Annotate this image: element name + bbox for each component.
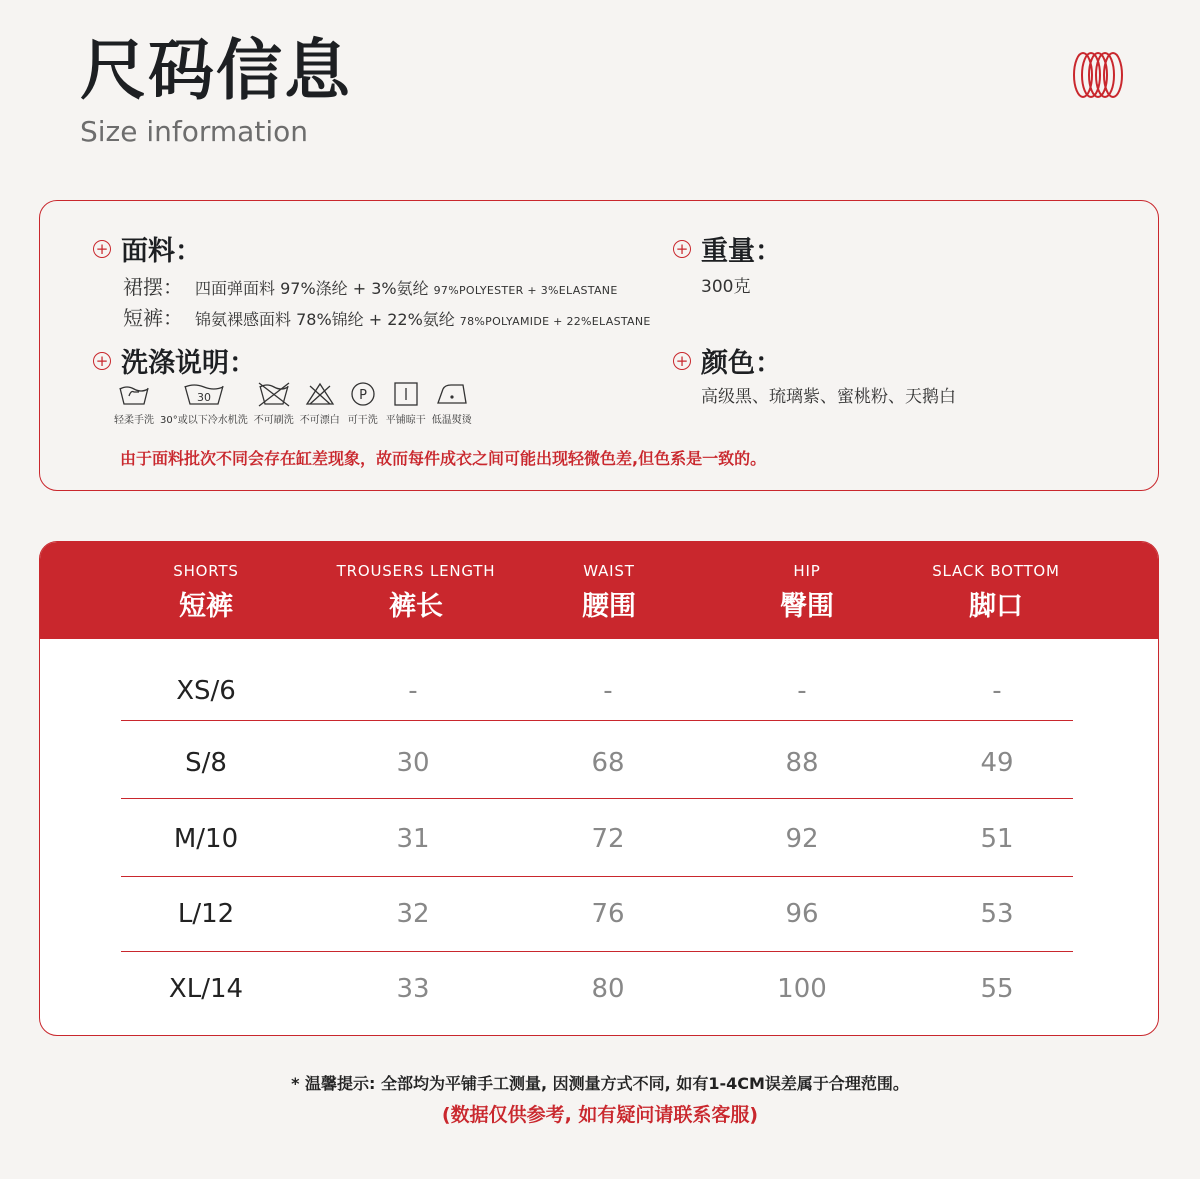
wash-label: 轻柔手洗 bbox=[114, 415, 154, 426]
wash-item bbox=[300, 380, 340, 426]
header-en: SHORTS bbox=[173, 562, 239, 580]
header-slack-bottom bbox=[886, 562, 1106, 623]
dry-clean-p-icon bbox=[346, 380, 380, 408]
size-cell: S/8 bbox=[185, 747, 227, 778]
length-cell: 30 bbox=[396, 747, 430, 778]
page-title: 尺码信息 bbox=[80, 32, 352, 109]
wash-heading bbox=[93, 341, 256, 380]
hip-cell: 96 bbox=[785, 898, 819, 929]
header-cn: 裤长 bbox=[389, 591, 443, 622]
header-waist bbox=[499, 562, 719, 623]
size-table bbox=[39, 541, 1159, 1036]
table-row bbox=[40, 724, 1158, 801]
header-en: TROUSERS LENGTH bbox=[336, 562, 496, 580]
size-cell: XL/14 bbox=[168, 973, 244, 1004]
page-subtitle: Size information bbox=[80, 115, 308, 148]
wash-label: 30°或以下冷水机洗 bbox=[160, 415, 248, 426]
fabric-composition: 锦氨裸感面料 78%锦纶 + 22%氨纶 bbox=[195, 310, 455, 329]
size-cell: M/10 bbox=[173, 823, 239, 854]
wash-temp-mark: 30 bbox=[196, 391, 211, 404]
table-row bbox=[40, 950, 1158, 1027]
slack-bottom-cell: 51 bbox=[980, 823, 1014, 854]
hip-cell: 100 bbox=[777, 973, 827, 1004]
wash-label: 平铺晾干 bbox=[385, 415, 426, 426]
fabric-row-shorts bbox=[123, 302, 651, 331]
length-cell: 32 bbox=[396, 898, 430, 929]
size-cell: XS/6 bbox=[176, 675, 236, 706]
wash-item bbox=[114, 380, 154, 426]
waist-cell: 76 bbox=[591, 898, 625, 929]
waist-cell: 80 bbox=[591, 973, 625, 1004]
plus-icon: + bbox=[673, 240, 691, 258]
wash-label: 不可漂白 bbox=[299, 415, 340, 426]
fabric-label: 裙摆： bbox=[123, 275, 183, 299]
hip-cell: 92 bbox=[785, 823, 819, 854]
no-bleach-icon bbox=[303, 380, 337, 408]
wash-item bbox=[386, 380, 426, 426]
header-cn: 腰围 bbox=[582, 591, 636, 622]
size-cell: L/12 bbox=[177, 898, 235, 929]
slack-bottom-cell: 53 bbox=[980, 898, 1014, 929]
slack-bottom-cell: 55 bbox=[980, 973, 1014, 1004]
wash-symbols bbox=[114, 380, 478, 426]
wash-item bbox=[432, 380, 472, 426]
product-info-card bbox=[39, 200, 1159, 491]
size-table-header bbox=[40, 542, 1158, 639]
row-divider bbox=[121, 798, 1073, 799]
header-shorts bbox=[96, 562, 316, 623]
wash-item bbox=[346, 380, 380, 426]
header-hip bbox=[697, 562, 917, 623]
machine-wash-30-icon bbox=[182, 380, 226, 408]
fabric-title: 面料： bbox=[121, 236, 202, 267]
fabric-composition-en: 78%POLYAMIDE + 22%ELASTANE bbox=[459, 315, 651, 328]
header-trousers-length bbox=[306, 562, 526, 623]
header-en: SLACK BOTTOM bbox=[932, 562, 1060, 580]
fabric-row-skirt bbox=[123, 271, 618, 300]
rings-icon bbox=[1072, 50, 1124, 100]
color-difference-notice: 由于面料批次不同会存在缸差现象，故而每件成衣之间可能出现轻微色差,但色系是一致的。 bbox=[120, 449, 767, 468]
plus-icon: + bbox=[93, 352, 111, 370]
fabric-heading bbox=[93, 229, 202, 268]
length-cell: - bbox=[408, 675, 418, 706]
dryclean-mark: P bbox=[358, 388, 367, 403]
header-en: WAIST bbox=[583, 562, 635, 580]
header-cn: 臀围 bbox=[780, 591, 834, 622]
hand-wash-icon bbox=[117, 380, 151, 408]
plus-icon: + bbox=[673, 352, 691, 370]
weight-heading bbox=[673, 229, 782, 268]
no-brush-icon bbox=[256, 380, 292, 408]
wash-item bbox=[254, 380, 294, 426]
header-en: HIP bbox=[793, 562, 821, 580]
plus-icon: + bbox=[93, 240, 111, 258]
wash-label: 可干洗 bbox=[347, 415, 378, 426]
fabric-composition-en: 97%POLYESTER + 3%ELASTANE bbox=[433, 284, 618, 297]
wash-label: 不可刷洗 bbox=[253, 415, 294, 426]
table-row bbox=[40, 652, 1158, 729]
slack-bottom-cell: 49 bbox=[980, 747, 1014, 778]
wash-item bbox=[160, 380, 248, 426]
fabric-composition: 四面弹面料 97%涤纶 + 3%氨纶 bbox=[195, 279, 429, 298]
table-row bbox=[40, 800, 1158, 877]
hip-cell: - bbox=[797, 675, 807, 706]
wash-title: 洗涤说明： bbox=[121, 348, 256, 379]
header-cn: 短裤 bbox=[179, 591, 233, 622]
flat-dry-icon bbox=[389, 380, 423, 408]
weight-value: 300克 bbox=[701, 277, 751, 297]
length-cell: 31 bbox=[396, 823, 430, 854]
waist-cell: 72 bbox=[591, 823, 625, 854]
slack-bottom-cell: - bbox=[992, 675, 1002, 706]
waist-cell: 68 bbox=[591, 747, 625, 778]
color-value: 高级黑、琉璃紫、蜜桃粉、天鹅白 bbox=[701, 387, 956, 407]
wash-label: 低温熨烫 bbox=[431, 415, 472, 426]
length-cell: 33 bbox=[396, 973, 430, 1004]
reference-note: (数据仅供参考, 如有疑问请联系客服) bbox=[441, 1104, 759, 1126]
hip-cell: 88 bbox=[785, 747, 819, 778]
fabric-label: 短裤： bbox=[123, 306, 183, 330]
weight-title: 重量： bbox=[701, 236, 782, 267]
waist-cell: - bbox=[603, 675, 613, 706]
table-row bbox=[40, 875, 1158, 952]
measurement-tip: * 温馨提示: 全部均为平铺手工测量, 因测量方式不同, 如有1-4CM误差属于合理范围。 bbox=[291, 1074, 909, 1093]
header-cn: 脚口 bbox=[969, 591, 1023, 622]
row-divider bbox=[121, 720, 1073, 721]
low-iron-icon bbox=[433, 380, 471, 408]
color-heading bbox=[673, 341, 782, 380]
color-title: 颜色： bbox=[701, 348, 782, 379]
